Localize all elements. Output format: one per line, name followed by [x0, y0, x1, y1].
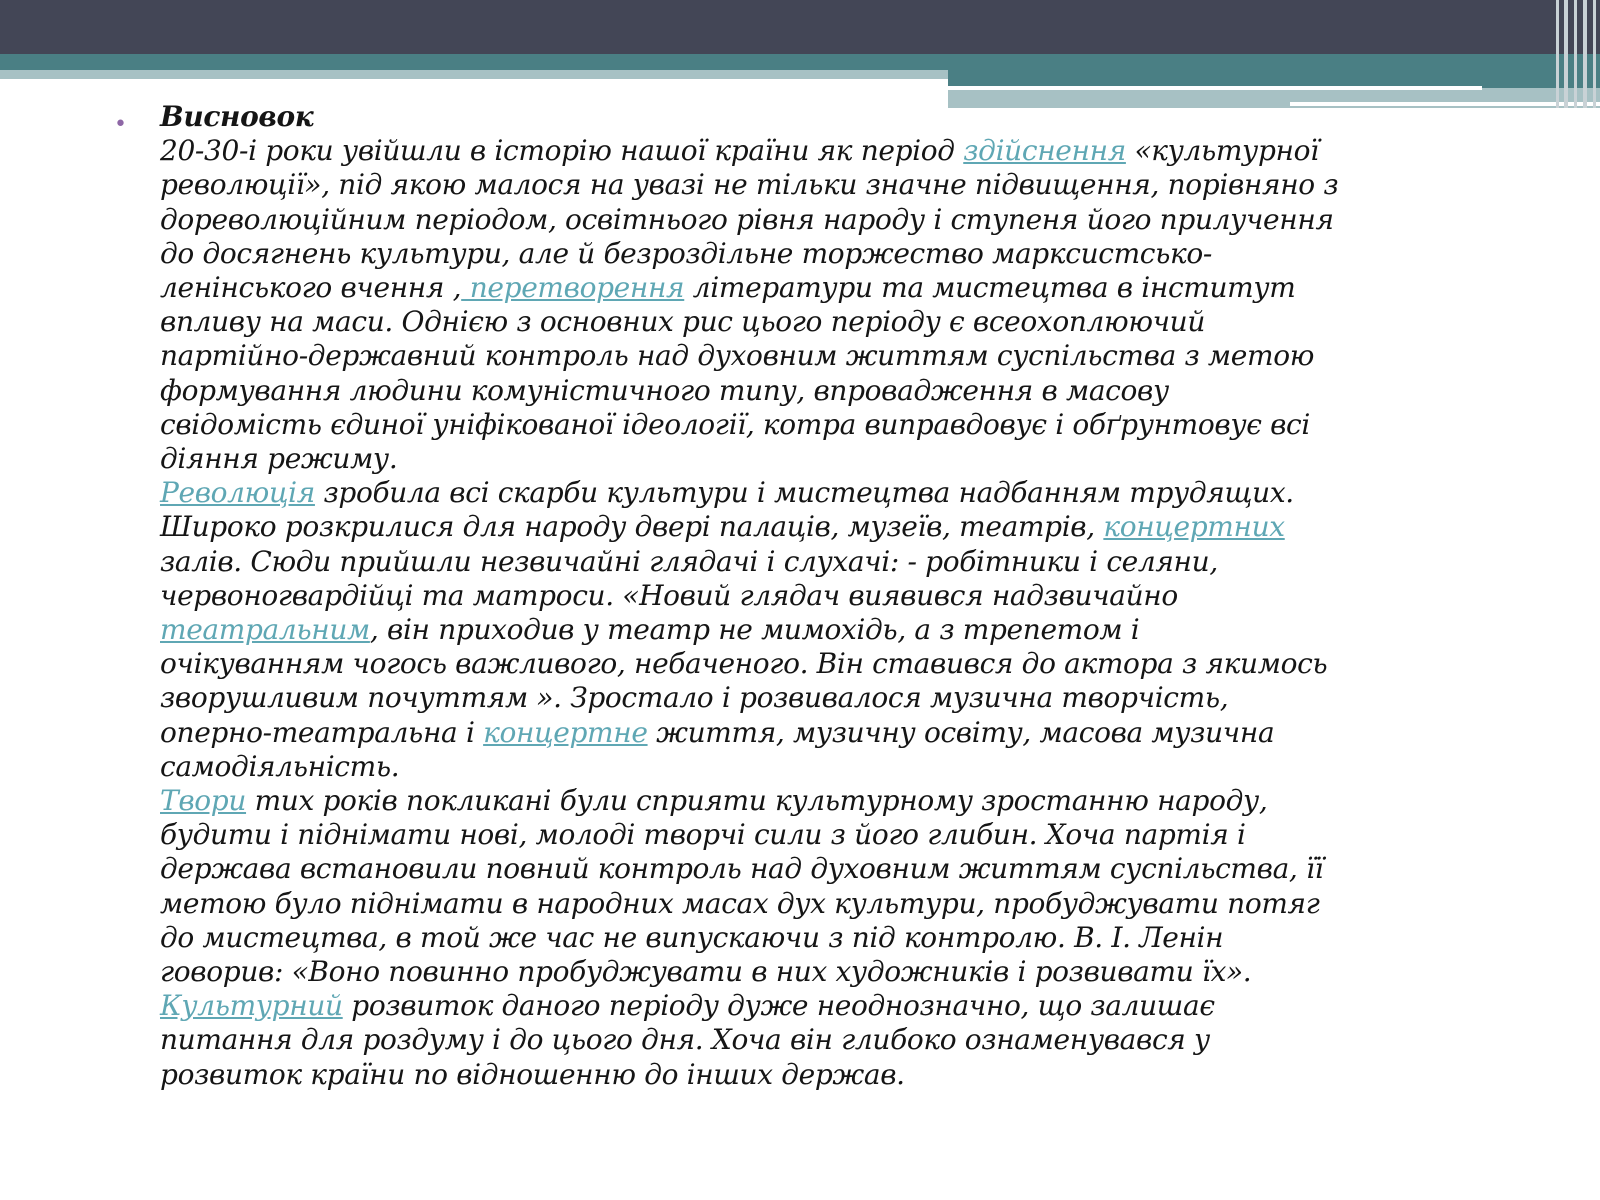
slide-content	[114, 100, 1514, 1092]
text-segment: розвиток країни по відношенню до інших держав.	[160, 1057, 905, 1091]
text-segment: партійно-державний контроль над духовним життям суспільства з метою	[160, 339, 1315, 373]
text-segment: свідомість єдиної уніфікованої ідеології, котра виправдовує і обґрунтовує всі	[160, 407, 1310, 441]
text-line	[160, 339, 1514, 373]
text-line	[160, 408, 1514, 442]
text-segment: оперно-театральна і	[160, 715, 484, 749]
text-segment: до мистецтва, в той же час не випускаючи з під контролю. В. І. Ленін	[160, 920, 1224, 954]
text-segment: зробила всі скарби культури і мистецтва надбанням трудящих.	[314, 476, 1294, 510]
hyperlink[interactable]: здійснення	[963, 134, 1126, 168]
text-line	[160, 955, 1514, 989]
header-stripe-white-1	[948, 86, 1482, 90]
slide-text-block	[160, 100, 1514, 1092]
bullet-marker: •	[114, 112, 127, 137]
text-segment: тих років покликані були сприяти культурному зростанню народу,	[246, 784, 1268, 818]
text-segment: питання для роздуму і до цього дня. Хоча він глибоко ознаменувався у	[160, 1023, 1210, 1057]
text-line	[160, 545, 1514, 579]
text-line	[160, 203, 1514, 237]
text-line	[160, 852, 1514, 886]
text-line	[160, 476, 1514, 510]
header-bar-light-left	[0, 70, 948, 79]
text-line	[160, 1023, 1514, 1057]
text-segment: Широко розкрилися для народу двері палаців, музеїв, театрів,	[160, 510, 1104, 544]
text-segment: діяння режиму.	[160, 442, 398, 476]
text-line	[160, 237, 1514, 271]
text-line	[160, 168, 1514, 202]
hyperlink[interactable]: Революція	[160, 476, 315, 510]
text-line	[160, 750, 1514, 784]
text-line	[160, 818, 1514, 852]
text-segment: червоногвардійці та матроси. «Новий глядач виявився надзвичайно	[160, 578, 1178, 612]
text-line	[160, 681, 1514, 715]
text-segment: ленінського вчення ,	[160, 271, 462, 305]
text-line	[160, 716, 1514, 750]
hyperlink[interactable]: перетворення	[461, 271, 685, 305]
text-segment: «культурної	[1125, 134, 1319, 168]
text-line	[160, 613, 1514, 647]
text-line	[160, 989, 1514, 1023]
text-segment: зворушливим почуттям ». Зростало і розвивалося музична творчість,	[160, 681, 1229, 715]
text-line	[160, 374, 1514, 408]
text-line	[160, 305, 1514, 339]
text-segment: до досягнень культури, але й безроздільне торжество марксистсько-	[160, 236, 1212, 270]
text-line	[160, 887, 1514, 921]
paragraph-lines	[160, 134, 1514, 1092]
slide-heading: Висновок	[160, 100, 314, 133]
text-segment: літератури та мистецтва в інститут	[684, 271, 1296, 305]
text-segment: будити і піднімати нові, молоді творчі сили з його глибин. Хоча партія і	[160, 818, 1246, 852]
text-line	[160, 647, 1514, 681]
text-line	[160, 784, 1514, 818]
text-segment: , він приходив у театр не мимохідь, а з трепетом і	[369, 613, 1140, 647]
text-line	[160, 510, 1514, 544]
text-line	[160, 921, 1514, 955]
text-segment: самодіяльність.	[160, 749, 400, 783]
header-bar-dark	[0, 0, 1600, 54]
hyperlink[interactable]: концертне	[483, 715, 648, 749]
text-segment: розвиток даного періоду дуже неоднозначно, що залишає	[342, 989, 1215, 1023]
hyperlink[interactable]: театральним	[160, 613, 370, 647]
text-segment: очікуванням чогось важливого, небаченого. Він ставився до актора з якимось	[160, 647, 1328, 681]
text-segment: держава встановили повний контроль над духовним життям суспільства, її	[160, 852, 1324, 886]
header-right-stripes	[1552, 0, 1600, 108]
text-line	[160, 271, 1514, 305]
text-segment: життя, музичну освіту, масова музична	[647, 715, 1275, 749]
text-segment: революції», під якою малося на увазі не тільки значне підвищення, порівняно з	[160, 168, 1339, 202]
text-line	[160, 579, 1514, 613]
text-line	[160, 134, 1514, 168]
text-line	[160, 442, 1514, 476]
hyperlink[interactable]: Твори	[160, 784, 247, 818]
header-bar-teal	[0, 54, 1600, 70]
text-segment: говорив: «Воно повинно пробуджувати в них художників і розвивати їх».	[160, 955, 1252, 989]
text-segment: залів. Сюди прийшли незвичайні глядачі і слухачі: - робітники і селяни,	[160, 544, 1218, 578]
text-line	[160, 1058, 1514, 1092]
text-segment: 20-30-і роки увійшли в історію нашої країни як період	[160, 134, 964, 168]
text-segment: формування людини комуністичного типу, впровадження в масову	[160, 373, 1169, 407]
text-segment: метою було піднімати в народних масах дух культури, пробуджувати потяг	[160, 886, 1320, 920]
text-segment: дореволюційним періодом, освітнього рівня народу і ступеня його прилучення	[160, 202, 1334, 236]
text-segment: впливу на маси. Однією з основних рис цього періоду є всеохоплюючий	[160, 305, 1206, 339]
hyperlink[interactable]: Культурний	[160, 989, 343, 1023]
hyperlink[interactable]: концертних	[1103, 510, 1285, 544]
